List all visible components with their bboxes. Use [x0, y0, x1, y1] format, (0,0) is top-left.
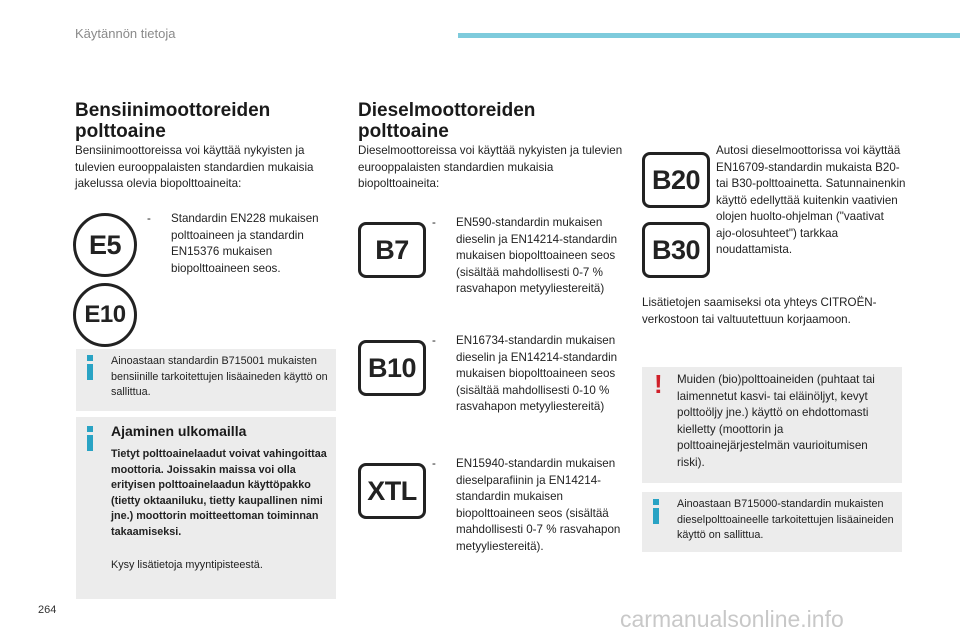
diesel-info-text: Ainoastaan B715000-standardin mukaisten dieselpolttoaineelle tarkoitettujen lisäaineiden käyttö on sallittua. [677, 498, 894, 541]
petrol-bullet [147, 211, 347, 281]
abroad-box [76, 417, 336, 599]
diesel-bullet-b7 [432, 215, 632, 315]
diesel-bullet-b10 [432, 333, 632, 448]
bullet-dash: - [147, 212, 151, 225]
xtl-badge [358, 463, 426, 519]
petrol-info-box [76, 349, 336, 411]
info-icon [87, 355, 93, 380]
petrol-intro: Bensiinimoottoreissa voi käyttää nykyisten ja tulevien eurooppalaisten standardien mukaisia jakelussa olevia biopolttoaineita: [75, 144, 314, 190]
abroad-title: Ajaminen ulkomailla [111, 423, 247, 439]
bullet-dash: - [432, 457, 436, 470]
diesel-bullet-xtl [432, 456, 632, 571]
bullet-dash: - [432, 216, 436, 229]
b7-badge-label: B7 [375, 234, 409, 265]
petrol-title [75, 100, 335, 142]
diesel-bullet-xtl-text: EN15940-standardin mukaisen dieselparafiinin ja EN14214-standardin mukaisen biopolttoaineen seos (sisältää mahdollisesti 0-7 % rasvahapon metyyliestereitä). [456, 457, 621, 553]
petrol-title-line1: Bensiinimoottoreiden [75, 100, 271, 121]
e10-badge-label: E10 [84, 301, 126, 328]
contact-text: Lisätietojen saamiseksi ota yhteys CITROËN-verkostoon tai valtuutettuun korjaamoon. [642, 296, 877, 326]
petrol-bullet-text: Standardin EN228 mukaisen polttoaineen ja standardin EN15376 mukaisen biopolttoaineen seos. [171, 212, 319, 275]
info-icon [653, 499, 659, 524]
b20-badge-label: B20 [651, 164, 701, 195]
b30-badge-label: B30 [651, 234, 701, 265]
b30-badge [642, 222, 710, 278]
warning-text: Muiden (bio)polttoaineiden (puhtaat tai laimennetut kasvi- tai eläinöljyt, kevyt polttoöljy jne.) käyttö on ehdottomasti kielletty (moottorin ja polttoainejärjestelmän vaurioitumisen riski). [677, 373, 875, 469]
warning-box [642, 367, 902, 483]
b10-badge [358, 340, 426, 396]
petrol-info-text: Ainoastaan standardin B715001 mukaisten bensiinille tarkoitettujen lisäaineden käyttö on sallittua. [111, 355, 328, 398]
b7-badge [358, 222, 426, 278]
e10-badge [73, 283, 137, 347]
diesel-title-line2: polttoaine [358, 121, 449, 142]
section-header-title: Käytännön tietoja [75, 26, 176, 41]
diesel-bullet-b7-text: EN590-standardin mukaisen dieselin ja EN14214-standardin mukaisen biopolttoaineen seos (sisältää mahdollisesti 0-7 % rasvahapon metyyliestereitä) [456, 216, 618, 295]
e5-badge-label: E5 [88, 229, 122, 260]
abroad-contact-text: Kysy lisätietoja myyntipisteestä. [111, 559, 263, 571]
abroad-warning-text: Tietyt polttoainelaadut voivat vahingoittaa moottoria. Joissakin maissa voi olla erityisen polttoainelaadun käyttöpakko (tietty oktaaniluku, tietty kaupallinen nimi jne.) moottorin moitteettoman toiminnan takaamiseksi. [111, 448, 327, 538]
page-number: 264 [38, 604, 57, 616]
diesel-bullet-b10-text: EN16734-standardin mukaisen dieselin ja EN14214-standardin mukaisen biopolttoaineen seos (sisältää mahdollisesti 0-10 % rasvahapon metyyliestereitä) [456, 334, 618, 413]
xtl-badge-label: XTL [367, 475, 417, 506]
diesel-info-box [642, 492, 902, 552]
info-icon [87, 426, 93, 451]
diesel-title-line1: Dieselmoottoreiden [358, 100, 536, 121]
diesel-title [358, 100, 628, 142]
warning-icon: ! [654, 369, 663, 399]
b20-b30-text: Autosi dieselmoottorissa voi käyttää EN16709-standardin mukaista B20- tai B30-polttoainetta. Satunnainenkin käyttö edellyttää kuitenkin vaativien olojen huolto-ohjelman ("vaativat ajo-olosuhteet") tarkkaa noudattamista. [716, 144, 906, 256]
b20-badge [642, 152, 710, 208]
b10-badge-label: B10 [367, 352, 417, 383]
header-accent-bar [458, 33, 960, 38]
watermark: carmanualsonline.info [620, 606, 844, 632]
bullet-dash: - [432, 334, 436, 347]
e5-badge [73, 213, 137, 277]
diesel-intro: Dieselmoottoreissa voi käyttää nykyisten ja tulevien eurooppalaisten standardien mukaisia biopolttoaineita: [358, 144, 623, 190]
petrol-title-line2: polttoaine [75, 121, 166, 142]
